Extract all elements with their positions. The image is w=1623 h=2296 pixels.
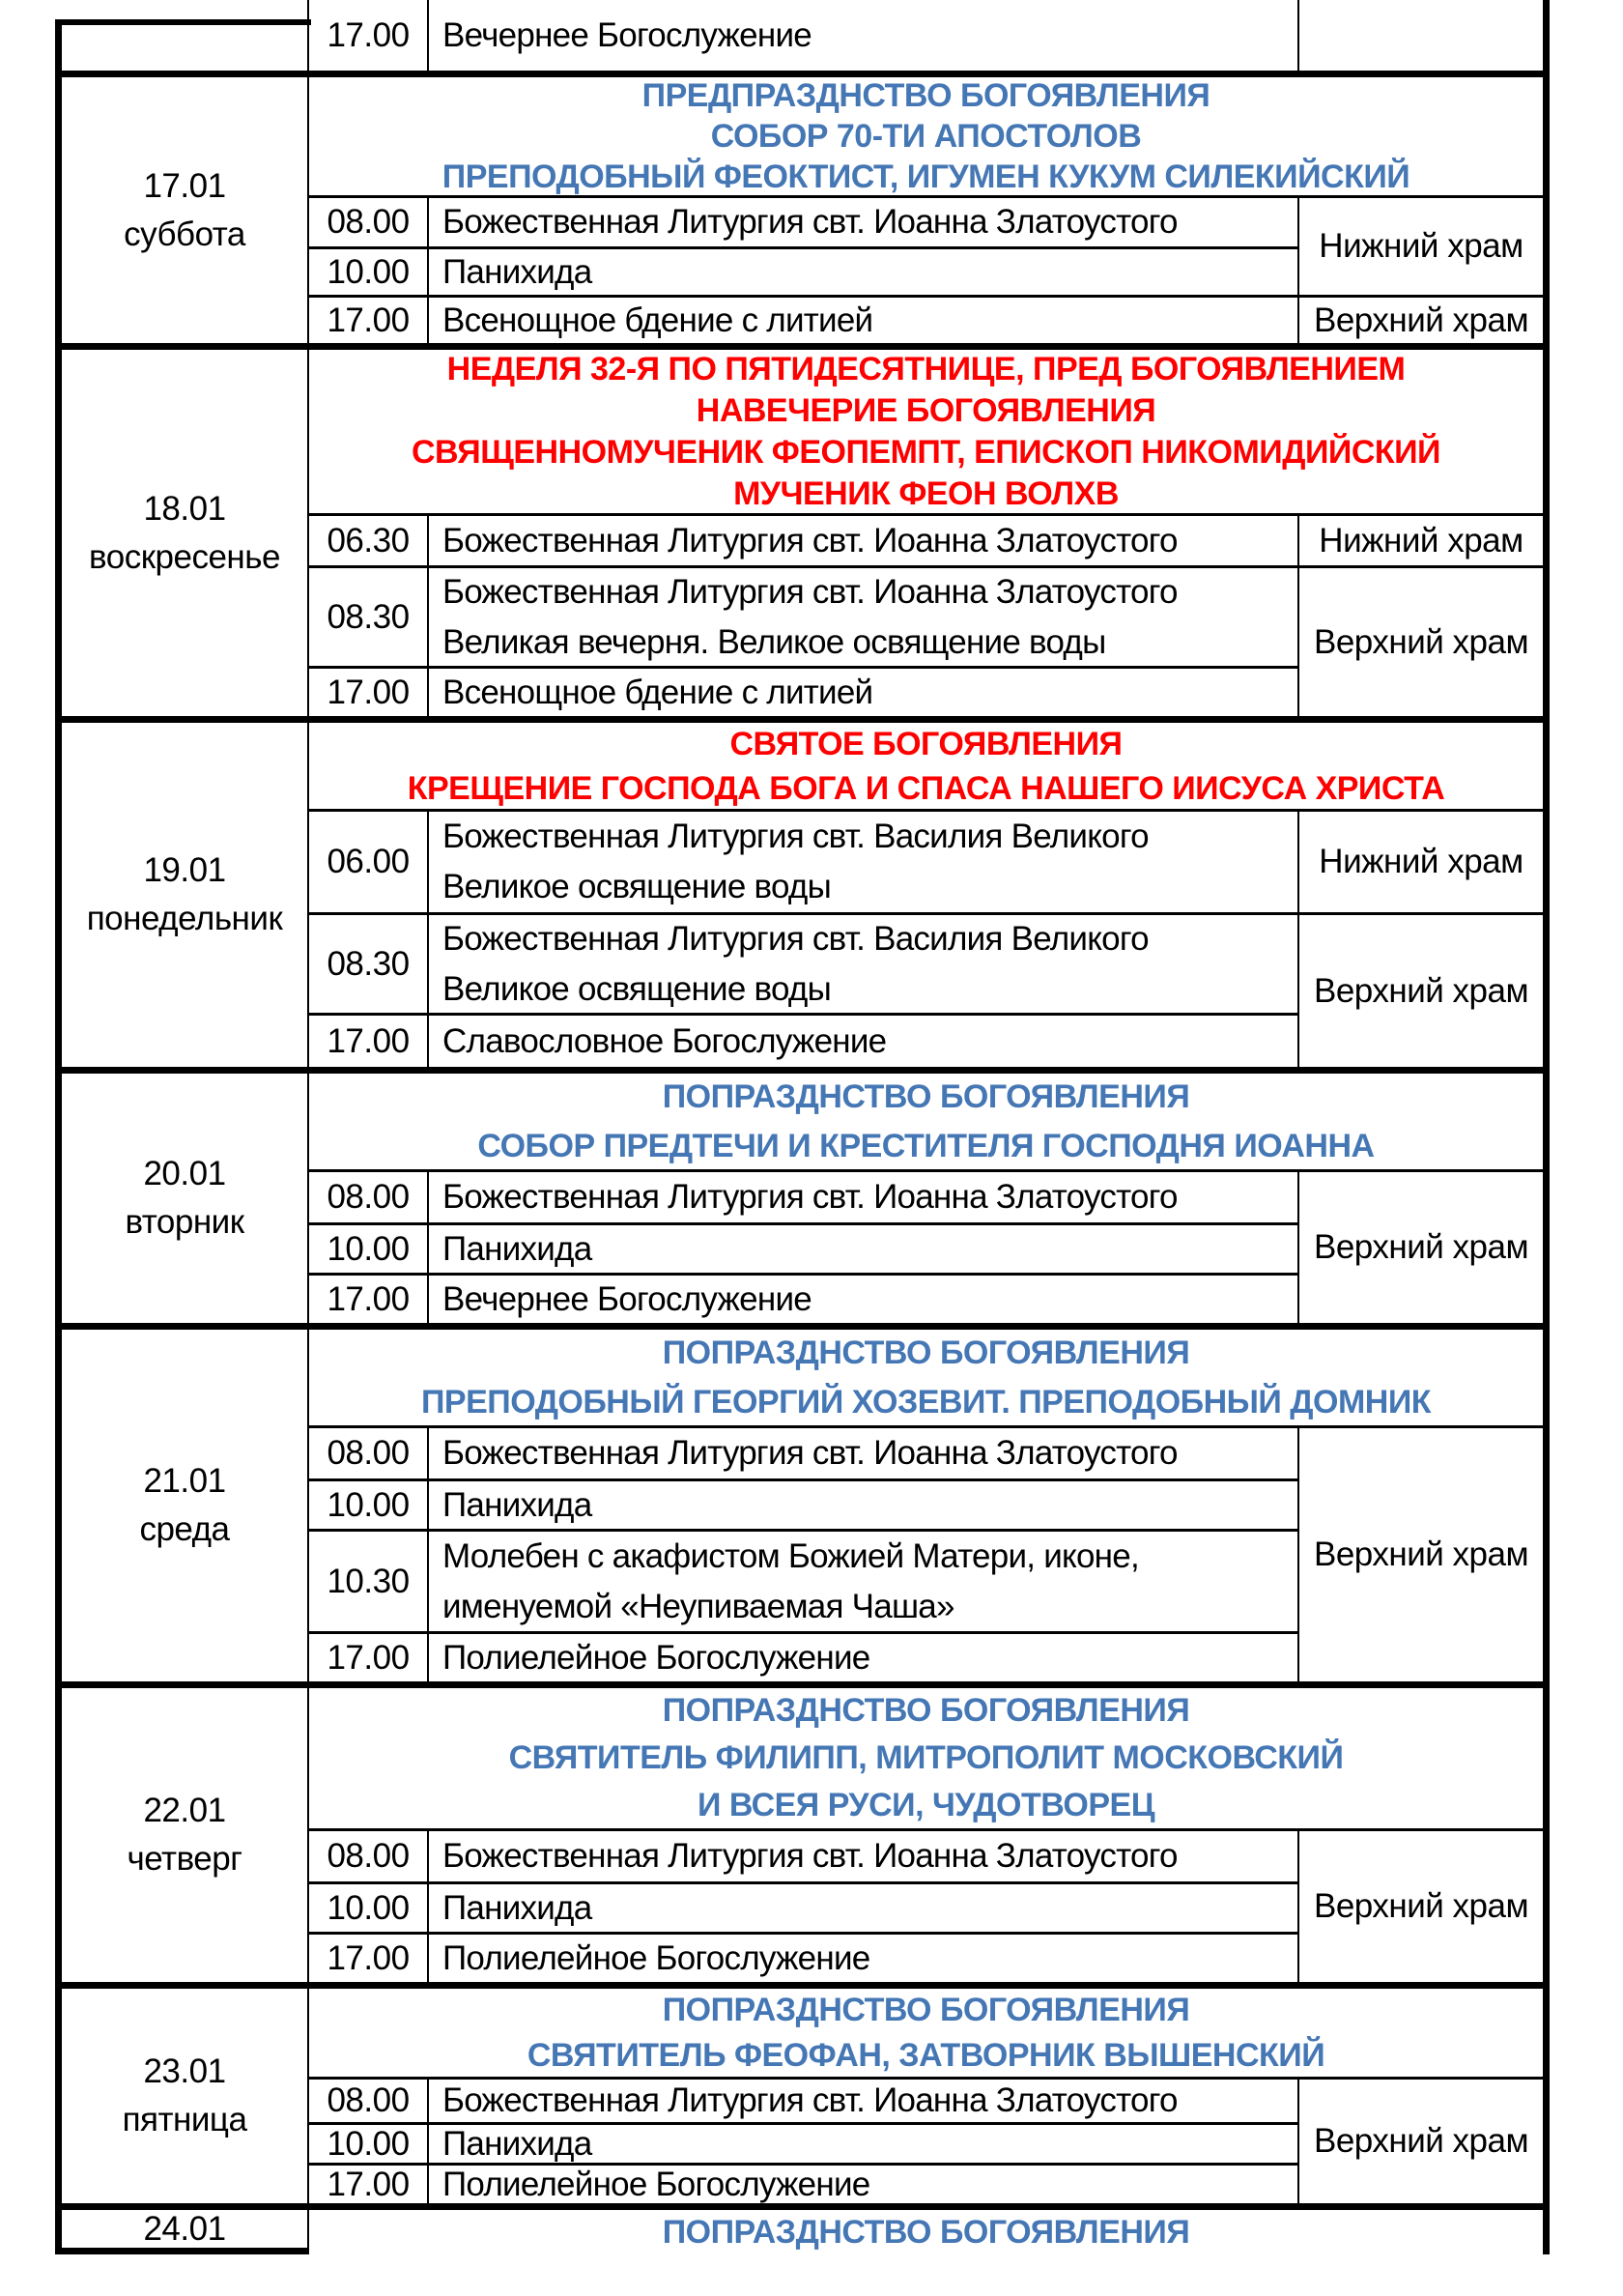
service-cell (429, 1428, 1299, 1478)
temple-cell: Верхний храм (1313, 1228, 1529, 1266)
feast-header-line: ПОПРАЗДНСТВО БОГОЯВЛЕНИЯ (662, 1991, 1190, 2028)
time-cell: 17.00 (309, 666, 429, 716)
feast-header-line: И ВСЕЯ РУСИ, ЧУДОТВОРЕЦ (697, 1787, 1155, 1823)
feast-header-line: НЕДЕЛЯ 32-Я ПО ПЯТИДЕСЯТНИЦЕ, ПРЕД БОГОЯВЛЕНИЕМ (446, 350, 1406, 387)
weekday-label: вторник (125, 1203, 244, 1241)
service-line: Великая вечерня. Великое освящение воды (442, 622, 1106, 661)
date-cell (62, 1074, 309, 1323)
service-line: Божественная Литургия свт. Иоанна Златоустого (442, 1434, 1178, 1472)
service-cell (429, 666, 1299, 716)
service-cell (429, 2163, 1299, 2203)
time-cell: 10.30 (309, 1529, 429, 1631)
feast-header-line: МУЧЕНИК ФЕОН ВОЛХВ (733, 474, 1119, 512)
time-cell: 17.00 (309, 1013, 429, 1067)
time-cell: 17.00 (309, 2163, 429, 2203)
feast-header-cell (309, 2210, 1543, 2254)
temple-cell: Верхний храм (1313, 1887, 1529, 1925)
service-cell (429, 295, 1299, 343)
time-cell: 17.00 (309, 1932, 429, 1982)
service-line: именуемой «Неупиваемая Чаша» (442, 1587, 954, 1625)
time-cell: 17.00 (309, 0, 429, 71)
service-line: Вечернее Богослужение (442, 15, 812, 54)
feast-header-cell (309, 1074, 1543, 1172)
day-block (55, 0, 1550, 71)
feast-header-cell (309, 77, 1543, 198)
feast-header-cell (309, 350, 1543, 516)
service-cell (429, 1529, 1299, 1631)
service-cell (429, 0, 1299, 71)
service-line: Панихида (442, 252, 592, 291)
service-line: Божественная Литургия свт. Иоанна Златоустого (442, 2081, 1178, 2119)
time-cell: 17.00 (309, 1273, 429, 1323)
service-cell (429, 1172, 1299, 1222)
service-line: Панихида (442, 1485, 592, 1524)
service-cell (429, 246, 1299, 295)
date-cell (62, 0, 309, 71)
table-edge-line (55, 19, 311, 25)
feast-header-line: СВЯТИТЕЛЬ ФЕОФАН, ЗАТВОРНИК ВЫШЕНСКИЙ (527, 2036, 1325, 2074)
time-cell: 17.00 (309, 295, 429, 343)
service-cell (429, 1273, 1299, 1323)
service-line: Панихида (442, 1888, 592, 1927)
date-label: 20.01 (143, 1155, 226, 1192)
service-line: Славословное Богослужение (442, 1021, 887, 1060)
service-line: Полиелейное Богослужение (442, 2165, 870, 2203)
feast-header-line: ПОПРАЗДНСТВО БОГОЯВЛЕНИЯ (662, 1077, 1190, 1115)
temple-cell: Нижний храм (1319, 521, 1523, 560)
service-cell (429, 1013, 1299, 1067)
feast-header-line: ПРЕДПРАЗДНСТВО БОГОЯВЛЕНИЯ (641, 77, 1210, 114)
time-cell: 10.00 (309, 2122, 429, 2163)
time-cell: 08.00 (309, 2080, 429, 2122)
service-line: Божественная Литургия свт. Иоанна Златоустого (442, 521, 1178, 560)
service-cell (429, 198, 1299, 246)
feast-header-line: СОБОР 70-ТИ АПОСТОЛОВ (710, 118, 1142, 155)
service-cell (429, 1631, 1299, 1681)
service-line: Всенощное бдение с литией (442, 673, 873, 711)
service-line: Вечернее Богослужение (442, 1279, 812, 1318)
date-label: 19.01 (143, 851, 226, 889)
time-cell: 17.00 (309, 1631, 429, 1681)
date-cell (62, 2210, 309, 2254)
date-label: 21.01 (143, 1462, 226, 1500)
time-cell: 08.30 (309, 565, 429, 666)
service-cell (429, 1881, 1299, 1932)
service-line: Великое освящение воды (442, 868, 832, 905)
service-line: Божественная Литургия свт. Иоанна Златоустого (442, 1178, 1178, 1216)
date-cell (62, 77, 309, 343)
time-cell: 10.00 (309, 1222, 429, 1273)
service-cell (429, 1478, 1299, 1529)
service-line: Божественная Литургия свт. Василия Великого (442, 818, 1149, 855)
service-schedule-table (55, 0, 1550, 2254)
feast-header-line: НАВЕЧЕРИЕ БОГОЯВЛЕНИЯ (696, 391, 1156, 429)
service-cell (429, 516, 1299, 565)
weekday-label: воскресенье (89, 537, 280, 576)
time-cell: 10.00 (309, 1881, 429, 1932)
service-line: Полиелейное Богослужение (442, 1638, 870, 1677)
weekday-label: пятница (122, 2101, 247, 2138)
temple-cell (1299, 0, 1543, 71)
day-block (55, 1323, 1550, 1681)
day-block (55, 1982, 1550, 2203)
service-line: Полиелейное Богослужение (442, 1938, 870, 1977)
day-block (55, 71, 1550, 343)
service-cell (429, 812, 1299, 912)
feast-header-line: СОБОР ПРЕДТЕЧИ И КРЕСТИТЕЛЯ ГОСПОДНЯ ИОАННА (477, 1127, 1375, 1164)
feast-header-line: КРЕЩЕНИЕ ГОСПОДА БОГА И СПАСА НАШЕГО ИИСУСА ХРИСТА (407, 769, 1445, 807)
day-block (55, 2203, 1550, 2254)
temple-cell: Верхний храм (1299, 295, 1543, 343)
feast-header-cell (309, 1688, 1543, 1831)
time-cell: 08.00 (309, 198, 429, 246)
feast-header-cell (309, 723, 1543, 812)
service-line: Божественная Литургия свт. Василия Великого (442, 919, 1149, 958)
service-line: Панихида (442, 1229, 592, 1268)
time-cell: 08.00 (309, 1172, 429, 1222)
date-label: 24.01 (143, 2209, 226, 2248)
service-line: Всенощное бдение с литией (442, 301, 873, 339)
service-line: Божественная Литургия свт. Иоанна Златоустого (442, 1837, 1178, 1875)
date-label: 17.01 (143, 166, 226, 205)
time-cell: 08.00 (309, 1428, 429, 1478)
temple-cell: Нижний храм (1319, 843, 1523, 880)
service-cell (429, 2080, 1299, 2122)
date-cell (62, 1989, 309, 2203)
weekday-label: четверг (127, 1840, 242, 1878)
date-label: 18.01 (143, 489, 226, 528)
weekday-label: понедельник (86, 900, 283, 937)
temple-cell: Верхний храм (1313, 2122, 1529, 2160)
temple-cell: Верхний храм (1299, 565, 1543, 716)
service-cell (429, 2122, 1299, 2163)
service-cell (429, 565, 1299, 666)
date-cell (62, 1330, 309, 1681)
service-line: Божественная Литургия свт. Иоанна Златоустого (442, 572, 1178, 611)
time-cell: 08.30 (309, 912, 429, 1013)
day-block (55, 716, 1550, 1067)
day-block (55, 1681, 1550, 1982)
feast-header-cell (309, 1330, 1543, 1428)
date-cell (62, 723, 309, 1067)
feast-header-cell (309, 1989, 1543, 2080)
date-label: 23.01 (143, 2052, 226, 2090)
day-block (55, 343, 1550, 716)
time-cell: 06.30 (309, 516, 429, 565)
service-line: Великое освящение воды (442, 969, 832, 1008)
service-line: Божественная Литургия свт. Иоанна Златоустого (442, 203, 1178, 241)
feast-header-line: ПРЕПОДОБНЫЙ ФЕОКТИСТ, ИГУМЕН КУКУМ СИЛЕКИЙСКИЙ (441, 158, 1410, 195)
service-cell (429, 912, 1299, 1013)
date-cell (62, 1688, 309, 1982)
temple-cell: Верхний храм (1299, 912, 1543, 1067)
date-label: 22.01 (143, 1792, 226, 1829)
service-cell (429, 1222, 1299, 1273)
temple-cell: Нижний храм (1319, 227, 1523, 265)
service-cell (429, 1831, 1299, 1881)
time-cell: 10.00 (309, 1478, 429, 1529)
feast-header-line: ПОПРАЗДНСТВО БОГОЯВЛЕНИЯ (662, 1692, 1190, 1729)
feast-header-line: ПОПРАЗДНСТВО БОГОЯВЛЕНИЯ (662, 2214, 1190, 2251)
feast-header-line: ПРЕПОДОБНЫЙ ГЕОРГИЙ ХОЗЕВИТ. ПРЕПОДОБНЫЙ ДОМНИК (420, 1383, 1432, 1421)
service-line: Панихида (442, 2124, 592, 2163)
weekday-label: суббота (124, 215, 245, 253)
date-cell (62, 350, 309, 716)
weekday-label: среда (139, 1510, 230, 1548)
feast-header-line: ПОПРАЗДНСТВО БОГОЯВЛЕНИЯ (662, 1334, 1190, 1371)
feast-header-line: СВЯЩЕННОМУЧЕНИК ФЕОПЕМПТ, ЕПИСКОП НИКОМИДИЙСКИЙ (412, 433, 1440, 471)
time-cell: 06.00 (309, 812, 429, 912)
day-block (55, 1067, 1550, 1323)
service-line: Молебен с акафистом Божией Матери, иконе, (442, 1536, 1139, 1575)
service-cell (429, 1932, 1299, 1982)
feast-header-line: СВЯТИТЕЛЬ ФИЛИПП, МИТРОПОЛИТ МОСКОВСКИЙ (508, 1739, 1344, 1776)
time-cell: 08.00 (309, 1831, 429, 1881)
temple-cell: Верхний храм (1313, 1535, 1529, 1573)
feast-header-line: СВЯТОЕ БОГОЯВЛЕНИЯ (729, 725, 1123, 762)
time-cell: 10.00 (309, 246, 429, 295)
